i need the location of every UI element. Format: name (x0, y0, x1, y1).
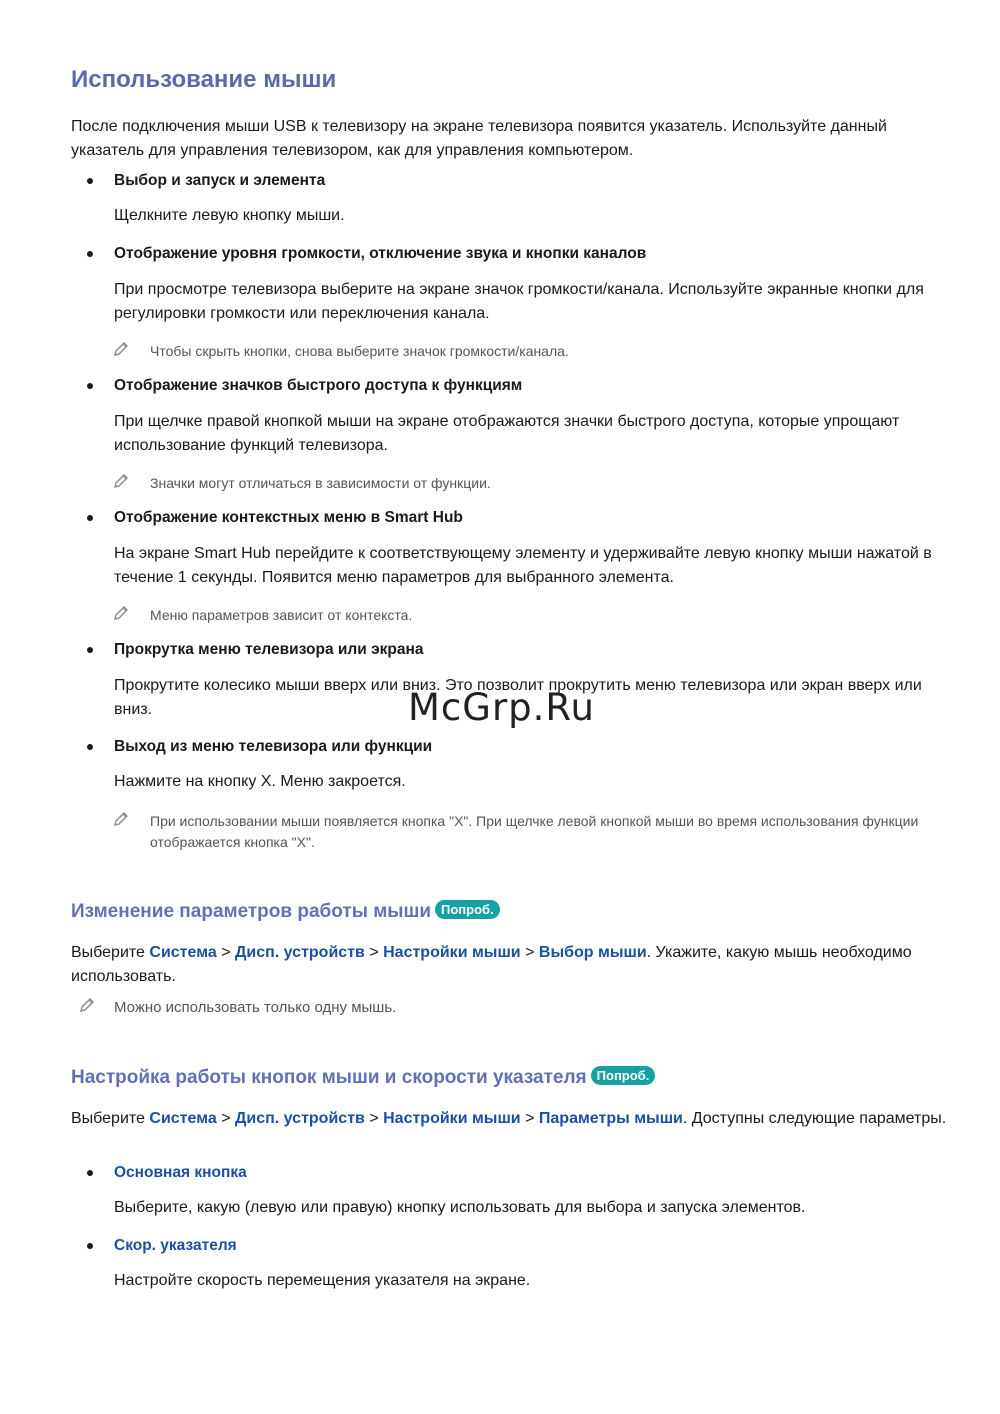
item-desc: При просмотре телевизора выберите на экране значок громкости/канала. Используйте экранные кнопки для регулировки громкости или переключения канала. (114, 281, 924, 322)
item-note: Чтобы скрыть кнопки, снова выберите значок громкости/канала. (150, 343, 569, 359)
intro-paragraph: После подключения мыши USB к телевизору на экране телевизора появится указатель. Используйте данный указатель для управления телевизором, как для управления компьютером. (71, 118, 887, 159)
pencil-icon (112, 810, 130, 828)
option-desc: Выберите, какую (левую или правую) кнопку использовать для выбора и запуска элементов. (114, 1199, 806, 1216)
bullet-dot (87, 383, 93, 389)
menu-link[interactable]: Параметры мыши (538, 1110, 683, 1127)
menu-link[interactable]: Настройки мыши (383, 944, 521, 961)
option-title: Основная кнопка (114, 1164, 247, 1181)
pencil-icon (78, 996, 96, 1014)
item-title: Выход из меню телевизора или функции (114, 738, 433, 755)
try-now-badge[interactable]: Попроб. (591, 1066, 656, 1085)
page-title: Использование мыши (71, 66, 337, 93)
item-title: Отображение уровня громкости, отключение звука и кнопки каналов (114, 245, 647, 262)
bullet-dot (87, 1170, 93, 1176)
item-title: Отображение значков быстрого доступа к функциям (114, 377, 523, 394)
option-title: Скор. указателя (114, 1237, 237, 1254)
section-title: Настройка работы кнопок мыши и скорости указателя Попроб. (71, 1066, 655, 1089)
menu-link[interactable]: Настройки мыши (383, 1110, 521, 1127)
try-now-badge[interactable]: Попроб. (435, 900, 500, 919)
item-note: Значки могут отличаться в зависимости от функции. (150, 475, 491, 491)
item-desc: Прокрутите колесико мыши вверх или вниз. Это позволит прокрутить меню телевизора или экран вверх или вниз. (114, 677, 922, 718)
item-title: Выбор и запуск и элемента (114, 172, 326, 189)
bullet-dot (87, 647, 93, 653)
bullet-dot (87, 744, 93, 750)
menu-link[interactable]: Дисп. устройств (234, 944, 365, 961)
bullet-dot (87, 1243, 93, 1249)
pencil-icon (112, 340, 130, 358)
menu-link[interactable]: Выбор мыши (538, 944, 647, 961)
pencil-icon (112, 472, 130, 490)
item-desc: При щелчке правой кнопкой мыши на экране отображаются значки быстрого доступа, которые упрощают использование функций телевизора. (114, 413, 900, 454)
pencil-icon (112, 604, 130, 622)
menu-link[interactable]: Дисп. устройств (234, 1110, 365, 1127)
bullet-dot (87, 178, 93, 184)
item-desc: Щелкните левую кнопку мыши. (114, 207, 345, 224)
section2-note: Можно использовать только одну мышь. (114, 999, 397, 1016)
item-note: При использовании мыши появляется кнопка "X". При щелчке левой кнопкой мыши во время использования функции отображается кнопка "X". (150, 813, 919, 850)
section2-path: Выберите Система > Дисп. устройств > Настройки мыши > Выбор мыши. Укажите, какую мышь необходимо использовать. (71, 944, 912, 985)
item-title: Прокрутка меню телевизора или экрана (114, 641, 424, 658)
item-desc: Нажмите на кнопку X. Меню закроется. (114, 773, 406, 790)
option-desc: Настройте скорость перемещения указателя на экране. (114, 1272, 531, 1289)
item-note: Меню параметров зависит от контекста. (150, 607, 413, 623)
menu-link[interactable]: Система (149, 1110, 217, 1127)
section-title: Изменение параметров работы мыши Попроб. (71, 900, 500, 923)
watermark: McGrp.Ru (408, 686, 595, 729)
menu-link[interactable]: Система (149, 944, 217, 961)
bullet-dot (87, 251, 93, 257)
section3-path: Выберите Система > Дисп. устройств > Настройки мыши > Параметры мыши. Доступны следующие параметры. (71, 1110, 947, 1127)
bullet-dot (87, 515, 93, 521)
item-desc: На экране Smart Hub перейдите к соответствующему элементу и удерживайте левую кнопку мыши нажатой в течение 1 секунды. Появится меню параметров для выбранного элемента. (114, 545, 932, 586)
item-title: Отображение контекстных меню в Smart Hub (114, 509, 463, 526)
